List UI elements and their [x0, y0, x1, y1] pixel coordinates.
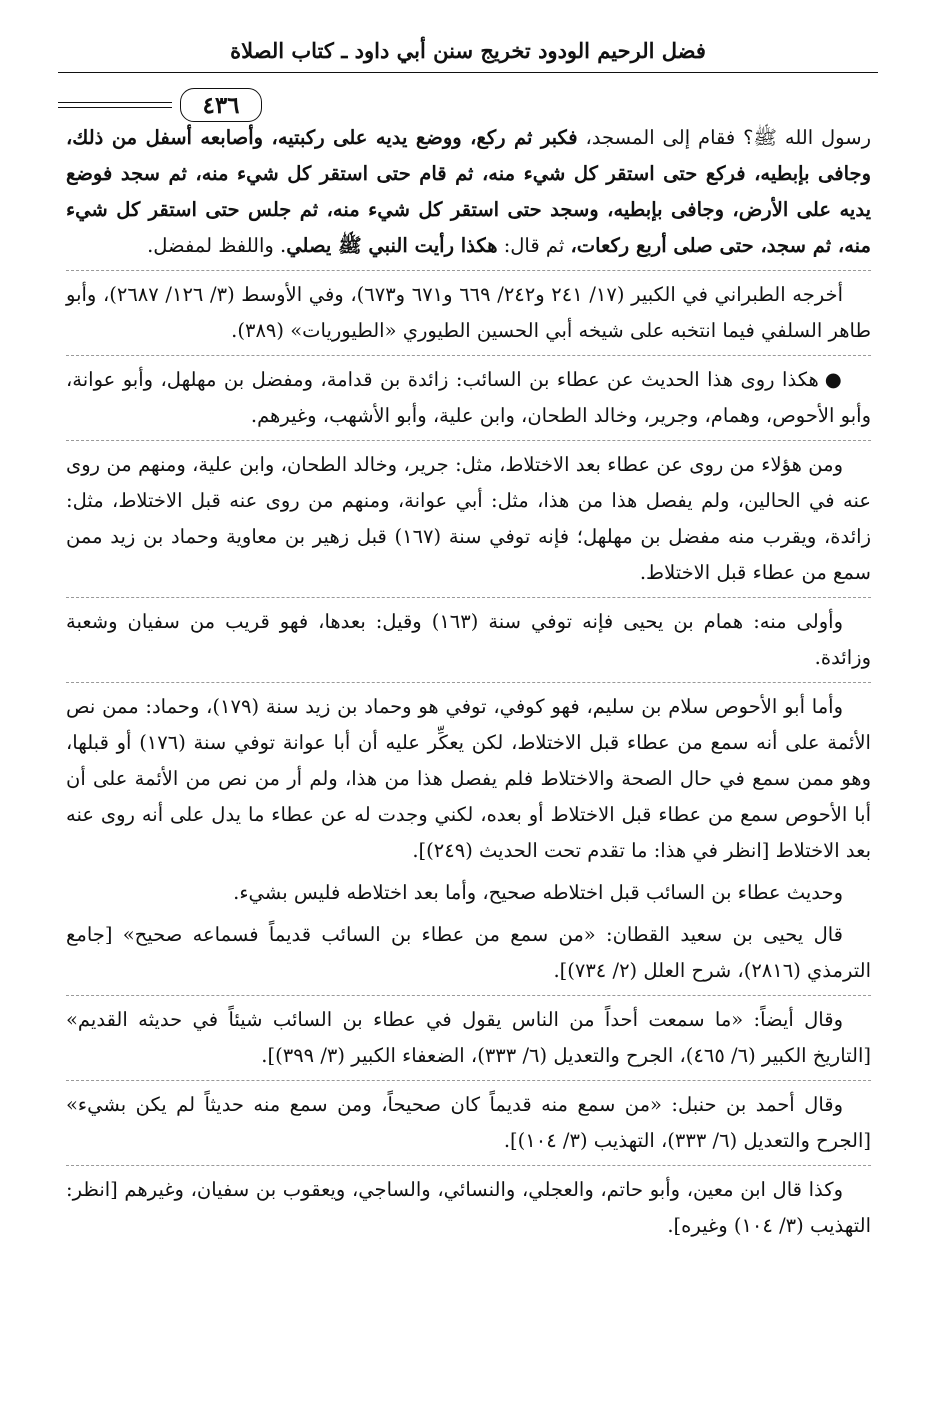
text-run: رسول الله ﷺ؟ فقام إلى المسجد، — [577, 126, 872, 149]
paragraph-divider — [66, 270, 871, 271]
paragraph-divider — [66, 1165, 871, 1166]
bullet-icon: ● — [824, 368, 844, 391]
paragraph-qattan-2: وقال أيضاً: «ما سمعت أحداً من الناس يقول في عطاء بن السائب شيئاً في حديثه القديم» [التاريخ الكبير (٦/ ٤٦٥)، الجرح والتعديل (٦/ ٣٣٣)، الضعفاء الكبير (٣/ ٣٩٩)]. — [66, 1008, 871, 1067]
bold-text-run: هكذا رأيت النبي ﷺ يصلي — [286, 234, 498, 257]
paragraph-abul-ahwas: وأما أبو الأحوص سلام بن سليم، فهو كوفي، توفي هو وحماد بن زيد سنة (١٧٩)، وحماد: ممن نص الأئمة على أنه سمع من عطاء قبل الاختلاط، لكن يعكِّر عليه أن أبا عوانة توفي سنة (١٧٦) أو قبلها، وهو ممن سمع في حال الصحة والاختلاط فلم يفصل هذا من هذا، ولم أر من نص من الأئمة على أن أبا الأحوص سمع من عطاء قبل الاختلاط أو بعده، لكني وجدت له عن عطاء ما يدل على أنه روى عنه بعد الاختلاط [انظر في هذا: ما تقدم تحت الحديث (٢٤٩)]. — [66, 695, 871, 862]
paragraph-qattan: قال يحيى بن سعيد القطان: «من سمع من عطاء بن السائب قديماً فسماعه صحيح» [جامع الترمذي (٢٨١٦)، شرح العلل (٢/ ٧٣٤)]. — [66, 923, 871, 982]
header-rule — [58, 72, 878, 73]
page-number-ornament — [58, 84, 878, 124]
running-title: فضل الرحيم الودود تخريج سنن أبي داود ـ كتاب الصلاة — [230, 38, 706, 63]
ornament-line — [58, 107, 172, 108]
paragraph-divider — [66, 355, 871, 356]
paragraph-hammam: وأولى منه: همام بن يحيى فإنه توفي سنة (١٦٣) وقيل: بعدها، فهو قريب من سفيان وشعبة وزائدة. — [66, 610, 871, 669]
paragraph-ahmad: وقال أحمد بن حنبل: «من سمع منه قديماً كان صحيحاً، ومن سمع منه حديثاً لم يكن بشيء» [الجرح والتعديل (٦/ ٣٣٣)، التهذيب (٣/ ١٠٤)]. — [66, 1093, 871, 1152]
paragraph-hukm: وحديث عطاء بن السائب قبل اختلاطه صحيح، وأما بعد اختلاطه فليس بشيء. — [233, 881, 843, 904]
ornament-line — [58, 102, 172, 103]
bold-text-run: فكبر ثم ركع، ووضع يديه على ركبتيه، وأصابعه أسفل من ذلك، وجافى بإبطيه، فركع حتى استقر كل شيء منه، ثم قام حتى استقر كل شيء منه، ثم سجد فوضع يديه على الأرض، وجافى بإبطيه، وسجد حتى استقر كل شيء منه، ثم جلس حتى استقر كل شيء منه، ثم سجد، حتى صلى أربع ركعات، — [66, 126, 871, 257]
text-run: ثم قال: — [497, 234, 571, 257]
paragraph-narrators — [66, 362, 871, 434]
page-number: ٤٣٦ — [180, 88, 262, 122]
paragraph-takhrij: أخرجه الطبراني في الكبير (١٧/ ٢٤١ و٢٤٢/ ٦٦٩ و٦٧١ و٦٧٣)، وفي الأوسط (٣/ ١٢٦/ ٢٦٨٧)، وأبو طاهر السلفي فيما انتخبه على شيخه أبي الحسين الطيوري «الطيوريات» (٣٨٩). — [66, 283, 871, 342]
text-run: هكذا روى هذا الحديث عن عطاء بن السائب: زائدة بن قدامة، ومفضل بن مهلهل، وأبو عوانة، وأبو الأحوص، وهمام، وجرير، وخالد الطحان، وابن علية، وأبو الأشهب، وغيرهم. — [66, 368, 871, 427]
paragraph-others: وكذا قال ابن معين، وأبو حاتم، والعجلي، والنسائي، والساجي، ويعقوب بن سفيان، وغيرهم [انظر: التهذيب (٣/ ١٠٤) وغيره]. — [66, 1178, 871, 1237]
paragraph-divider — [66, 682, 871, 683]
paragraph-divider — [66, 1080, 871, 1081]
paragraph-ikhtilat: ومن هؤلاء من روى عن عطاء بعد الاختلاط، مثل: جرير، وخالد الطحان، وابن علية، ومنهم من روى عنه في الحالين، ولم يفصل هذا من هذا، مثل: أبي عوانة، ومنهم من روى عنه قبل الاختلاط، مثل: زائدة، ويقرب منه مفضل بن مهلهل؛ فإنه توفي سنة (١٦٧) قبل زهير بن معاوية وحماد بن زيد ممن سمع من عطاء قبل الاختلاط. — [66, 453, 871, 584]
paragraph-divider — [66, 597, 871, 598]
paragraph-divider — [66, 440, 871, 441]
page-header — [58, 38, 878, 118]
paragraph-hadith-text — [66, 120, 871, 264]
text-run: . واللفظ لمفضل. — [147, 234, 287, 257]
paragraph-divider — [66, 995, 871, 996]
page-body — [66, 120, 871, 1250]
